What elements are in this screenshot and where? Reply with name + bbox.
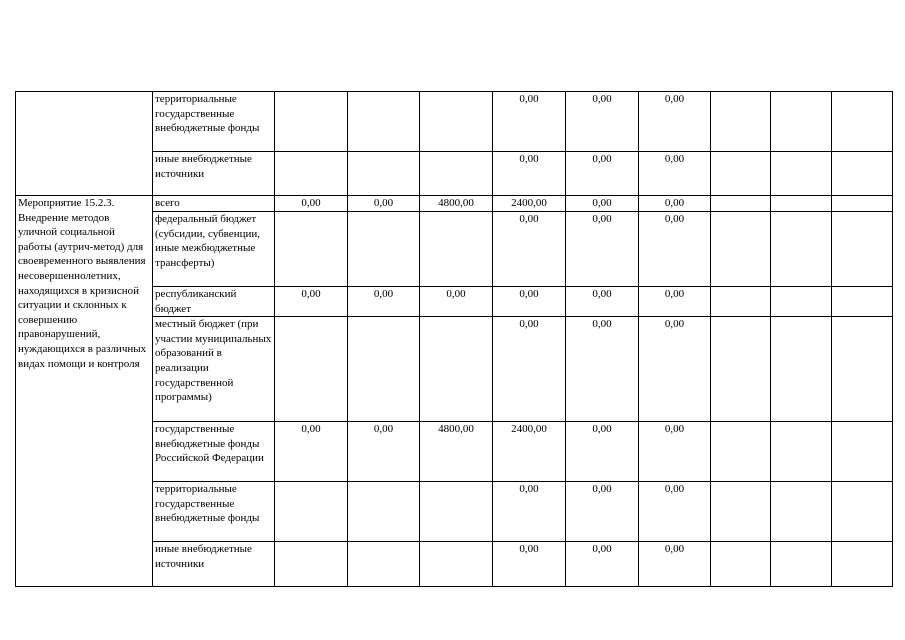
value-cell bbox=[711, 542, 771, 587]
value-cell bbox=[771, 482, 832, 542]
value-cell: 0,00 bbox=[639, 196, 711, 212]
value-cell bbox=[420, 542, 493, 587]
value-cell bbox=[420, 482, 493, 542]
value-cell bbox=[832, 152, 893, 196]
value-cell: 0,00 bbox=[348, 422, 420, 482]
value-cell bbox=[711, 422, 771, 482]
value-cell bbox=[275, 92, 348, 152]
funding-source-cell: республиканский бюджет bbox=[153, 287, 275, 317]
value-cell: 0,00 bbox=[493, 317, 566, 422]
value-cell: 0,00 bbox=[639, 152, 711, 196]
value-cell bbox=[832, 542, 893, 587]
funding-source-cell: иные внебюджетные источники bbox=[153, 542, 275, 587]
value-cell bbox=[275, 212, 348, 287]
funding-source-cell: государственные внебюджетные фонды Российской Федерации bbox=[153, 422, 275, 482]
measure-cell-continued bbox=[16, 92, 153, 196]
value-cell: 0,00 bbox=[566, 196, 639, 212]
value-cell: 0,00 bbox=[275, 287, 348, 317]
value-cell bbox=[275, 152, 348, 196]
value-cell: 0,00 bbox=[420, 287, 493, 317]
value-cell bbox=[771, 92, 832, 152]
value-cell bbox=[771, 287, 832, 317]
value-cell bbox=[348, 317, 420, 422]
value-cell bbox=[771, 196, 832, 212]
value-cell: 0,00 bbox=[639, 92, 711, 152]
value-cell bbox=[711, 482, 771, 542]
value-cell bbox=[711, 92, 771, 152]
value-cell bbox=[832, 482, 893, 542]
value-cell: 0,00 bbox=[493, 152, 566, 196]
funding-source-cell: территориальные государственные внебюджетные фонды bbox=[153, 482, 275, 542]
value-cell: 0,00 bbox=[348, 287, 420, 317]
value-cell: 0,00 bbox=[566, 287, 639, 317]
value-cell: 0,00 bbox=[493, 92, 566, 152]
value-cell: 0,00 bbox=[566, 482, 639, 542]
value-cell: 0,00 bbox=[493, 287, 566, 317]
value-cell bbox=[420, 317, 493, 422]
value-cell: 0,00 bbox=[639, 542, 711, 587]
value-cell bbox=[348, 92, 420, 152]
funding-source-cell: иные внебюджетные источники bbox=[153, 152, 275, 196]
value-cell: 4800,00 bbox=[420, 196, 493, 212]
value-cell bbox=[711, 287, 771, 317]
value-cell bbox=[832, 92, 893, 152]
value-cell bbox=[348, 542, 420, 587]
value-cell bbox=[275, 482, 348, 542]
value-cell: 4800,00 bbox=[420, 422, 493, 482]
value-cell: 0,00 bbox=[639, 212, 711, 287]
budget-table bbox=[15, 91, 893, 587]
funding-source-cell: территориальные государственные внебюджетные фонды bbox=[153, 92, 275, 152]
value-cell bbox=[275, 542, 348, 587]
value-cell: 0,00 bbox=[493, 482, 566, 542]
value-cell: 0,00 bbox=[639, 317, 711, 422]
value-cell bbox=[832, 287, 893, 317]
value-cell: 0,00 bbox=[566, 422, 639, 482]
value-cell bbox=[832, 422, 893, 482]
value-cell bbox=[771, 212, 832, 287]
value-cell bbox=[711, 212, 771, 287]
value-cell: 0,00 bbox=[348, 196, 420, 212]
value-cell bbox=[348, 152, 420, 196]
value-cell bbox=[711, 152, 771, 196]
value-cell bbox=[711, 317, 771, 422]
funding-source-cell: местный бюджет (при участии муниципальных образований в реализации государственной программы) bbox=[153, 317, 275, 422]
table-row bbox=[16, 196, 893, 212]
value-cell bbox=[771, 542, 832, 587]
table-body bbox=[16, 92, 893, 587]
value-cell bbox=[420, 152, 493, 196]
value-cell bbox=[348, 212, 420, 287]
value-cell: 0,00 bbox=[493, 212, 566, 287]
value-cell: 0,00 bbox=[566, 542, 639, 587]
funding-source-cell: федеральный бюджет (субсидии, субвенции, иные межбюджетные трансферты) bbox=[153, 212, 275, 287]
value-cell: 0,00 bbox=[639, 287, 711, 317]
value-cell bbox=[832, 212, 893, 287]
value-cell: 0,00 bbox=[566, 317, 639, 422]
value-cell bbox=[711, 196, 771, 212]
value-cell: 0,00 bbox=[639, 482, 711, 542]
value-cell: 0,00 bbox=[566, 212, 639, 287]
value-cell bbox=[832, 196, 893, 212]
value-cell bbox=[771, 422, 832, 482]
value-cell: 0,00 bbox=[275, 196, 348, 212]
funding-source-cell: всего bbox=[153, 196, 275, 212]
table-row bbox=[16, 92, 893, 152]
value-cell bbox=[771, 152, 832, 196]
value-cell: 2400,00 bbox=[493, 196, 566, 212]
measure-cell: Мероприятие 15.2.3. Внедрение методов уличной социальной работы (аутрич-метод) для своевременного выявления несовершеннолетних, находящихся в кризисной ситуации и склонных к совершению правонарушений, нуждающихся в различных видах помощи и контроля bbox=[16, 196, 153, 587]
value-cell bbox=[348, 482, 420, 542]
value-cell: 0,00 bbox=[493, 542, 566, 587]
value-cell: 0,00 bbox=[275, 422, 348, 482]
value-cell bbox=[771, 317, 832, 422]
value-cell bbox=[420, 92, 493, 152]
value-cell: 0,00 bbox=[639, 422, 711, 482]
value-cell bbox=[275, 317, 348, 422]
value-cell: 0,00 bbox=[566, 92, 639, 152]
value-cell bbox=[420, 212, 493, 287]
value-cell bbox=[832, 317, 893, 422]
value-cell: 0,00 bbox=[566, 152, 639, 196]
value-cell: 2400,00 bbox=[493, 422, 566, 482]
